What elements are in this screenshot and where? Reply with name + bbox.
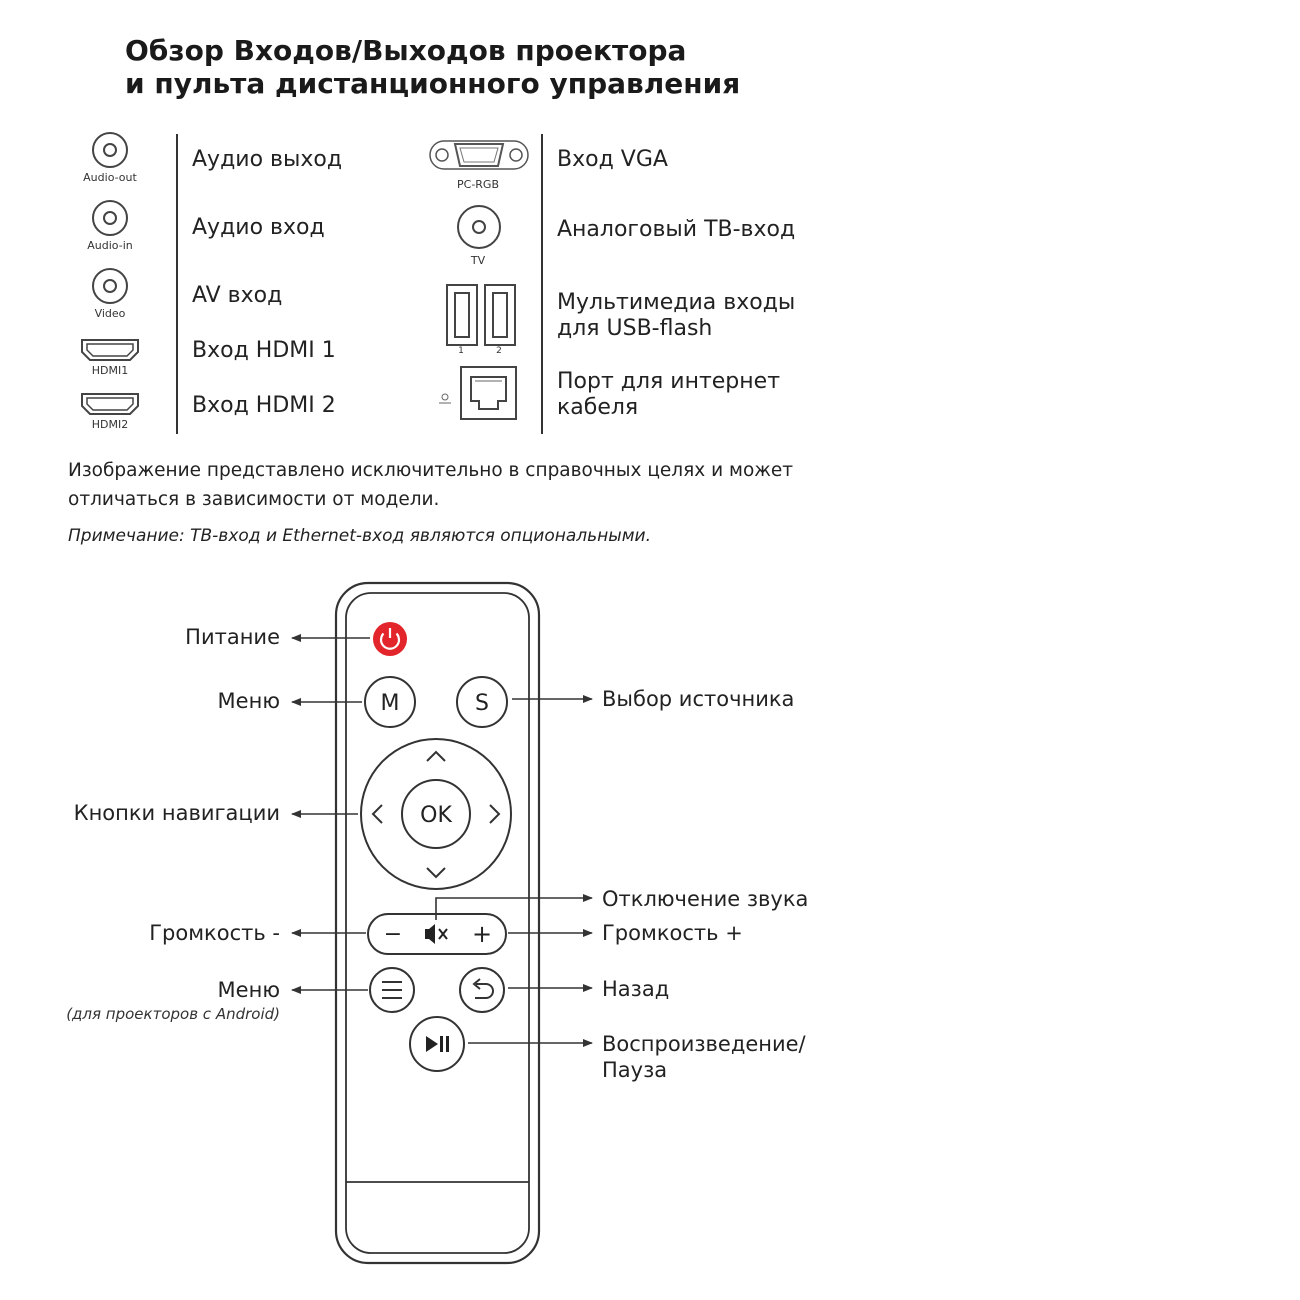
caption-usb-1: 1: [458, 346, 464, 356]
play-pause-button[interactable]: [410, 1017, 464, 1071]
label-play-line-1: Воспроизведение/: [602, 1032, 806, 1056]
label-analog-tv: Аналоговый ТВ-вход: [557, 217, 796, 242]
menu-m-button[interactable]: [365, 677, 415, 727]
round-jack-icon: [93, 133, 127, 167]
usb-ports-icon: [447, 285, 515, 345]
page-title: [125, 34, 740, 100]
label-audio-out: Аудио выход: [192, 147, 343, 172]
ok-button[interactable]: [402, 780, 470, 848]
volume-plus-button[interactable]: +: [471, 920, 493, 948]
caption-video: Video: [94, 307, 126, 320]
label-source: Выбор источника: [602, 687, 795, 711]
hdmi-port-icon: [82, 340, 138, 360]
divider-right: [541, 134, 543, 434]
ok-label: OK: [420, 803, 452, 828]
caption-usb-2: 2: [496, 346, 502, 356]
menu-m-label: M: [380, 691, 400, 716]
disclaimer-text: [68, 456, 828, 514]
caption-pc-rgb: PC-RGB: [457, 178, 499, 191]
label-ethernet-line-1: Порт для интернет: [557, 369, 781, 394]
title-line-2: и пульта дистанционного управления: [125, 67, 741, 100]
divider-left: [176, 134, 178, 434]
tv-jack-icon: [458, 206, 500, 248]
label-hdmi2: Вход HDMI 2: [192, 393, 336, 418]
caption-tv: TV: [470, 254, 486, 267]
label-navigation: Кнопки навигации: [73, 801, 280, 825]
label-ethernet-line-2: кабеля: [557, 395, 639, 420]
disclaimer-line-1: Изображение представлено исключительно в справочных целях и может: [68, 460, 794, 481]
label-vga-in: Вход VGA: [557, 147, 668, 172]
caption-audio-in: Audio-in: [87, 239, 133, 252]
source-s-label: S: [475, 691, 489, 716]
caption-hdmi1: HDMI1: [91, 364, 129, 377]
android-menu-button[interactable]: [370, 968, 414, 1012]
label-android-menu: Меню: [217, 978, 280, 1002]
remote-diagram: [0, 570, 900, 1290]
label-mute: Отключение звука: [602, 887, 809, 911]
label-power: Питание: [185, 625, 280, 649]
label-usb-multimedia: [557, 290, 795, 342]
label-ethernet-port: [557, 369, 780, 421]
hdmi-port-icon: [82, 394, 138, 414]
label-av-in: AV вход: [192, 283, 283, 308]
label-usb-line-1: Мультимедиа входы: [557, 290, 796, 315]
label-menu: Меню: [217, 689, 280, 713]
caption-audio-out: Audio-out: [83, 171, 137, 184]
label-usb-line-2: для USB-flash: [557, 316, 713, 341]
label-volume-down: Громкость -: [149, 921, 280, 945]
source-s-button[interactable]: [457, 677, 507, 727]
label-play-pause: [602, 1031, 806, 1083]
ethernet-port-icon: [439, 367, 516, 419]
volume-bar: [368, 914, 506, 954]
round-jack-icon: [93, 269, 127, 303]
title-line-1: Обзор Входов/Выходов проектора: [125, 34, 687, 67]
label-back: Назад: [602, 977, 670, 1001]
disclaimer-line-2: отличаться в зависимости от модели.: [68, 489, 440, 510]
label-volume-up: Громкость +: [602, 921, 743, 945]
vga-port-icon: [430, 141, 528, 169]
label-audio-in: Аудио вход: [192, 215, 325, 240]
volume-minus-button[interactable]: −: [383, 922, 403, 947]
round-jack-icon: [93, 201, 127, 235]
label-play-line-2: Пауза: [602, 1058, 668, 1082]
label-hdmi1: Вход HDMI 1: [192, 338, 336, 363]
note-text: Примечание: ТВ-вход и Ethernet-вход являются опциональными.: [68, 526, 651, 546]
label-android-menu-note: (для проекторов с Android): [66, 1005, 280, 1023]
back-button[interactable]: [460, 968, 504, 1012]
caption-hdmi2: HDMI2: [91, 418, 129, 431]
power-button[interactable]: [373, 622, 407, 656]
